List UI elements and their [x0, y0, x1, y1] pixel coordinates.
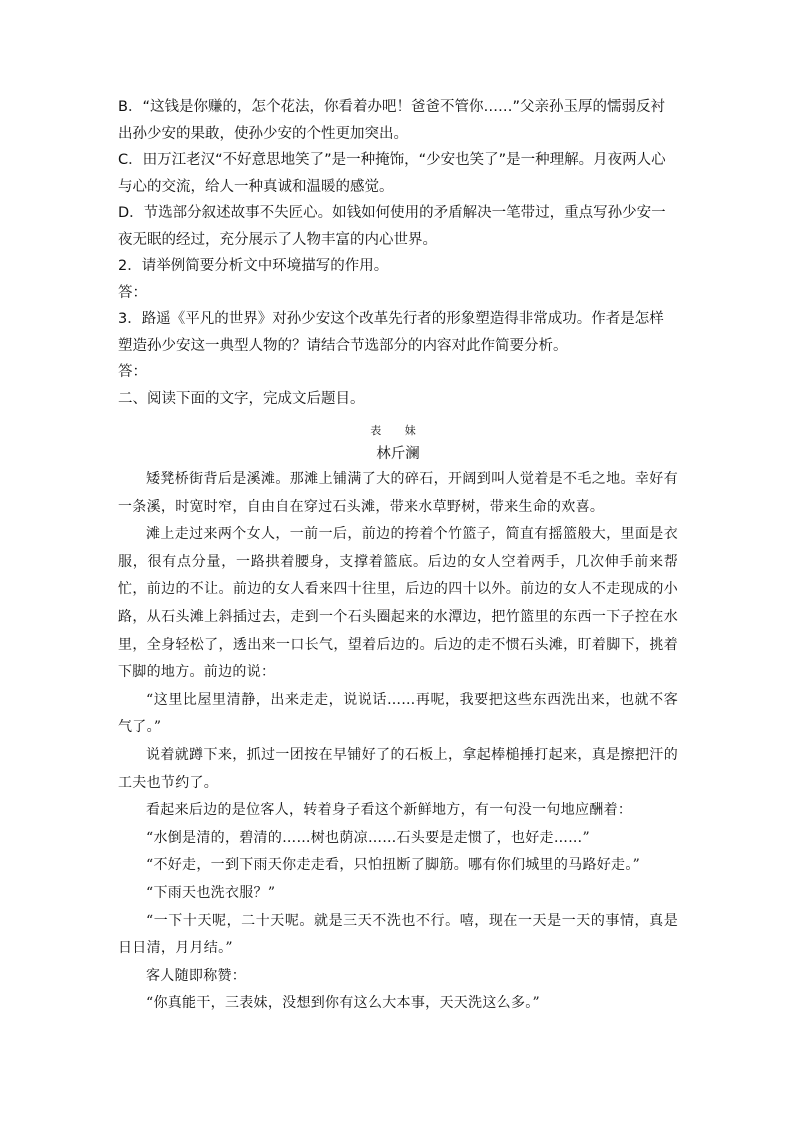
story-paragraph: “这里比屋里清静，出来走走，说说话……再呢，我要把这些东西洗出来，也就不客气了。”	[118, 691, 678, 736]
story-paragraph: “不好走，一到下雨天你走走看，只怕扭断了脚筋。哪有你们城里的马路好走。”	[146, 857, 641, 874]
option-b: B．“这钱是你赚的，怎个花法，你看着办吧！爸爸不管你……”父亲孙玉厚的懦弱反衬出孙少安的果敢，使孙少安的个性更加突出。	[118, 99, 665, 142]
story-paragraph: 看起来后边的是位客人，转着身子看这个新鲜地方，有一句没一句地应酬着：	[146, 802, 633, 819]
story-paragraph: “下雨天也洗衣服？”	[146, 884, 276, 901]
answer-label-1: 答：	[118, 284, 147, 301]
story-paragraph: 滩上走过来两个女人，一前一后，前边的挎着个竹篮子，简直有摇篮般大，里面是衣服，很有点分量，一路拱着腰身，支撑着篮底。后边的女人空着两手，几次伸手前来帮忙，前边的不让。前边的女人看来四十往里，后边的四十以外。前边的女人不走现成的小路，从石头滩上斜插过去，走到一个石头圈起来的水潭边，把竹篮里的东西一下子控在水里，全身轻松了，透出来一口长气，望着后边的。后边的走不惯石头滩，盯着脚下，挑着下脚的地方。前边的说：	[118, 526, 678, 681]
option-d: D．节选部分叙述故事不失匠心。如钱如何使用的矛盾解决一笔带过，重点写孙少安一夜无眠的经过，充分展示了人物丰富的内心世界。	[118, 205, 666, 248]
story-paragraph: “一下十天呢，二十天呢。就是三天不洗也不行。嘻，现在一天是一天的事情，真是日日清，月月结。”	[118, 912, 678, 957]
story-author: 林斤澜	[376, 446, 420, 462]
section-two-heading: 二、阅读下面的文字，完成文后题目。	[118, 390, 365, 407]
questions-section	[118, 94, 678, 412]
story-paragraph: 客人随即称赞：	[146, 967, 247, 984]
story-paragraph: “你真能干，三表妹，没想到你有这么大本事，天天洗这么多。”	[146, 995, 541, 1012]
answer-label-2: 答：	[118, 364, 147, 380]
document-page	[118, 94, 678, 1018]
story-title: 表 妹	[370, 424, 426, 437]
question-3: 3．路遥《平凡的世界》对孙少安这个改革先行者的形象塑造得非常成功。作者是怎样塑造孙少安这一典型人物的？请结合节选部分的内容对此作简要分析。	[118, 311, 664, 354]
story-paragraph: “水倒是清的，碧清的……树也荫凉……石头要是走惯了，也好走……”	[146, 829, 590, 846]
question-2: 2．请举例简要分析文中环境描写的作用。	[118, 258, 389, 274]
story-paragraph: 说着就蹲下来，抓过一团按在早铺好了的石板上，拿起棒槌捶打起来，真是擦把汗的工夫也节约了。	[118, 746, 678, 791]
story-header	[118, 422, 678, 466]
option-c: C．田万江老汉“不好意思地笑了”是一种掩饰，“少安也笑了”是一种理解。月夜两人心与心的交流，给人一种真诚和温暖的感觉。	[118, 152, 666, 195]
story-body	[118, 466, 678, 1018]
story-paragraph: 矮凳桥街背后是溪滩。那滩上铺满了大的碎石，开阔到叫人觉着是不毛之地。幸好有一条溪，时宽时窄，自由自在穿过石头滩，带来水草野树，带来生命的欢喜。	[118, 471, 678, 515]
